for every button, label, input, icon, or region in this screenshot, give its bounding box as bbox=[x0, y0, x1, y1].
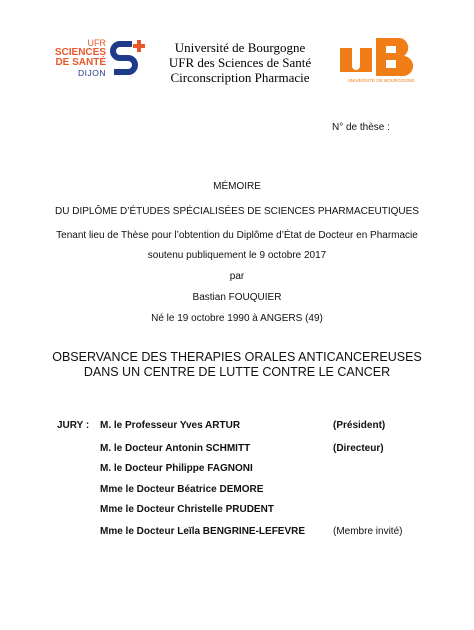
ufr-logo-line-1: UFR bbox=[87, 38, 106, 48]
jury-row bbox=[0, 463, 474, 477]
institution-header bbox=[150, 40, 330, 85]
jury-row bbox=[0, 443, 474, 457]
ufr-sciences-sante-logo bbox=[50, 38, 150, 84]
jury-row bbox=[0, 504, 474, 518]
jury-member-name: M. le Docteur Antonin SCHMITT bbox=[100, 443, 251, 454]
ufr-s-plus-icon bbox=[108, 38, 148, 80]
thesis-title-line-1: OBSERVANCE DES THERAPIES ORALES ANTICANCEREUSES bbox=[52, 350, 422, 364]
document-type: MÉMOIRE bbox=[213, 181, 261, 192]
jury-member-name: Mme le Docteur Leïla BENGRINE-LEFEVRE bbox=[100, 526, 306, 537]
jury-member-name: M. le Docteur Philippe FAGNONI bbox=[100, 463, 253, 474]
institution-line-2: UFR des Sciences de Santé bbox=[168, 55, 312, 70]
jury-member-name: Mme le Docteur Béatrice DEMORE bbox=[100, 484, 264, 495]
ufr-logo-line-2: SCIENCES bbox=[54, 47, 106, 58]
institution-line-1: Université de Bourgogne bbox=[174, 40, 306, 55]
thesis-title-line-2: DANS UN CENTRE DE LUTTE CONTRE LE CANCER bbox=[83, 365, 391, 379]
author-name: Bastian FOUQUIER bbox=[192, 292, 282, 303]
thesis-number-label: N° de thèse : bbox=[332, 122, 390, 133]
universite-de-bourgogne-logo bbox=[338, 34, 424, 84]
ufr-logo-line-3: DE SANTÉ bbox=[55, 57, 106, 68]
diploma-line: DU DIPLÔME D’ÉTUDES SPÉCIALISÉES DE SCIENCES PHARMACEUTIQUES bbox=[55, 206, 419, 217]
jury-member-name: M. le Professeur Yves ARTUR bbox=[100, 420, 241, 431]
jury-member-role: (Directeur) bbox=[333, 443, 384, 454]
jury-row bbox=[0, 526, 474, 540]
jury-row bbox=[0, 420, 474, 434]
ufr-logo-text bbox=[50, 38, 106, 78]
author-birth-line: Né le 19 octobre 1990 à ANGERS (49) bbox=[151, 313, 323, 324]
jury-row bbox=[0, 484, 474, 498]
jury-label: JURY : bbox=[57, 420, 90, 431]
ub-logo-caption: UNIVERSITÉ DE BOURGOGNE bbox=[347, 78, 415, 83]
purpose-line: Tenant lieu de Thèse pour l’obtention du Diplôme d’État de Docteur en Pharmacie bbox=[56, 230, 418, 241]
institution-line-3: Circonscription Pharmacie bbox=[170, 70, 310, 85]
ufr-logo-line-4: DIJON bbox=[78, 68, 106, 78]
jury-member-name: Mme le Docteur Christelle PRUDENT bbox=[100, 504, 274, 515]
thesis-title bbox=[0, 350, 474, 380]
par-line: par bbox=[229, 271, 245, 282]
jury-member-role: (Membre invité) bbox=[333, 526, 403, 537]
jury-member-role: (Président) bbox=[333, 420, 386, 431]
defense-date-line: soutenu publiquement le 9 octobre 2017 bbox=[147, 250, 327, 261]
